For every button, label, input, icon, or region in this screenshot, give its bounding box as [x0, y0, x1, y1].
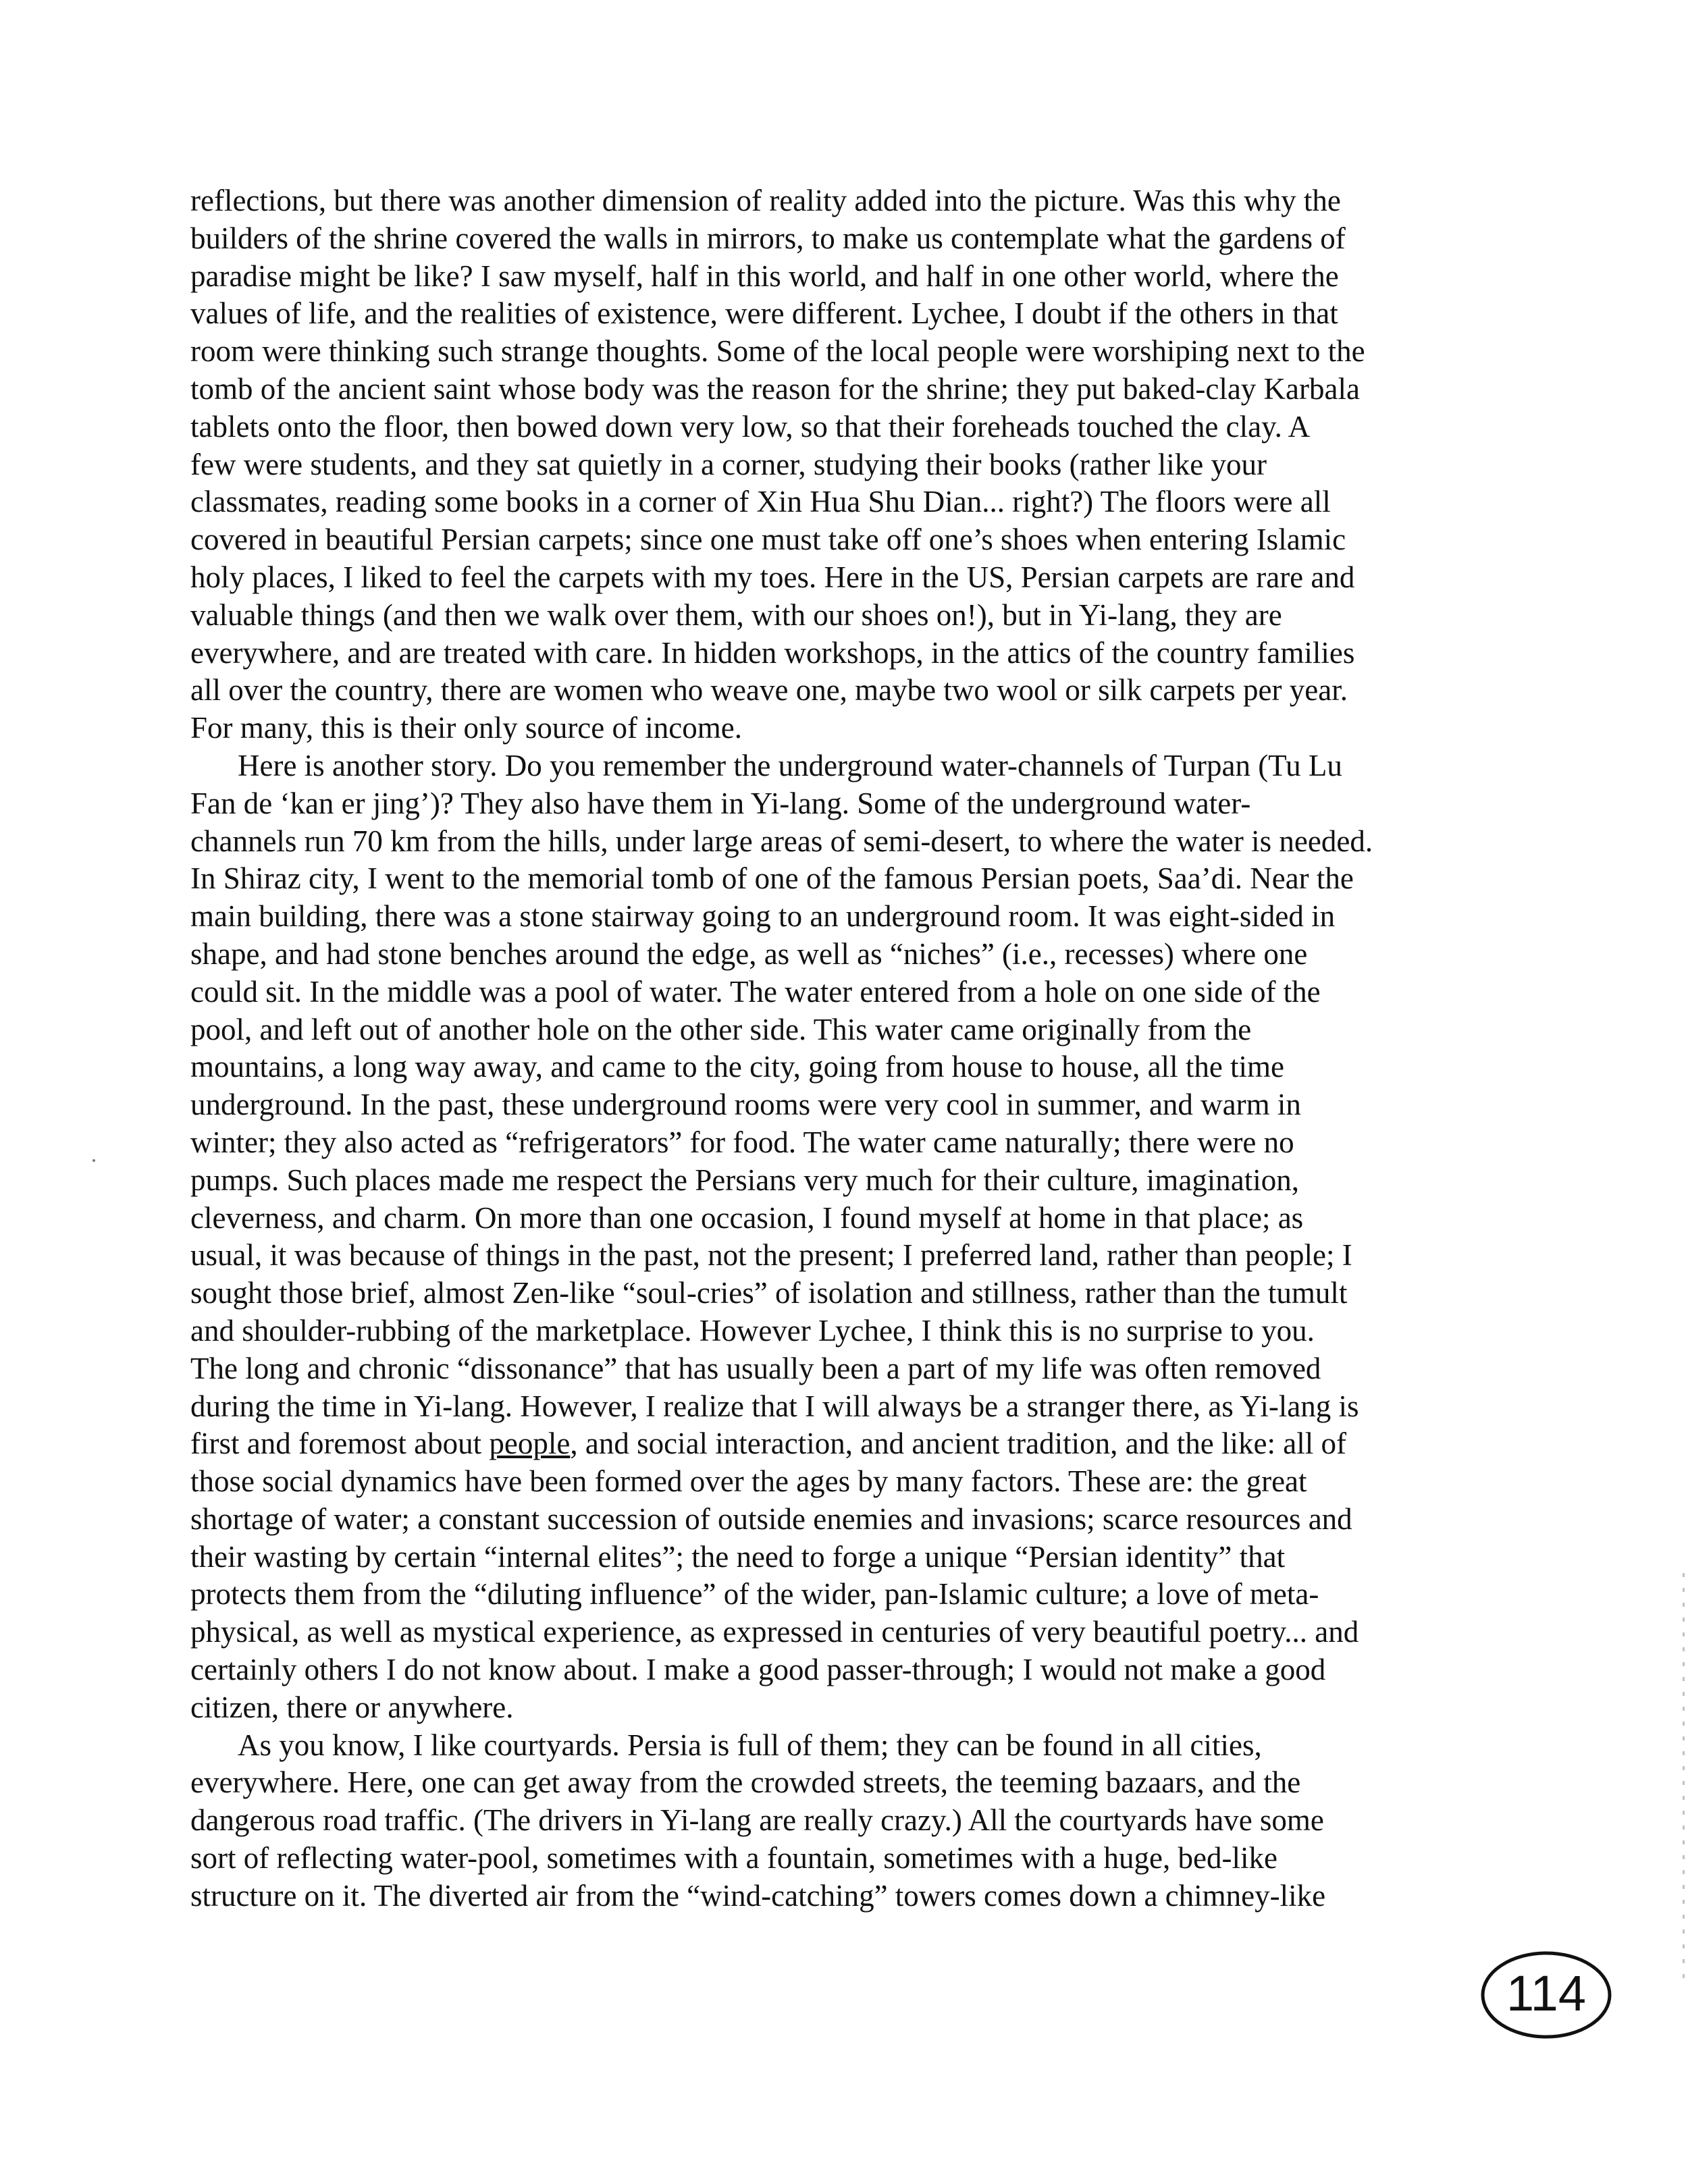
text-line: dangerous road traffic. (The drivers in Yi-lang are really crazy.) All the courtyards have some [190, 1803, 1324, 1838]
text-line: As you know, I like courtyards. Persia is full of them; they can be found in all cities, [238, 1728, 1262, 1762]
text-line: classmates, reading some books in a corner of Xin Hua Shu Dian... right?) The floors were all [190, 485, 1331, 519]
text-line: mountains, a long way away, and came to the city, going from house to house, all the time [190, 1050, 1285, 1084]
text-line: cleverness, and charm. On more than one occasion, I found myself at home in that place; as [190, 1200, 1304, 1235]
text-line: underground. In the past, these underground rooms were very cool in summer, and warm in [190, 1088, 1301, 1122]
text-line: Fan de ‘kan er jing’)? They also have them in Yi-lang. Some of the underground water- [190, 786, 1251, 820]
text-line: reflections, but there was another dimension of reality added into the picture. Was this why the [190, 184, 1341, 217]
text-line: could sit. In the middle was a pool of water. The water entered from a hole on one side of the [190, 974, 1321, 1009]
text-line: pool, and left out of another hole on the other side. This water came originally from the [190, 1012, 1252, 1046]
text-line: physical, as well as mystical experience, as expressed in centuries of very beautiful poetry... and [190, 1615, 1359, 1649]
text-line: usual, it was because of things in the past, not the present; I preferred land, rather than people; I [190, 1238, 1352, 1273]
underlined-word: people [489, 1427, 571, 1461]
text-line: For many, this is their only source of income. [190, 711, 742, 745]
text-line: room were thinking such strange thoughts. Some of the local people were worshiping next to the [190, 334, 1365, 369]
text-line: tomb of the ancient saint whose body was the reason for the shrine; they put baked-clay Karbala [190, 371, 1360, 406]
text-line: In Shiraz city, I went to the memorial tomb of one of the famous Persian poets, Saa’di. Near the [190, 861, 1354, 896]
text-line: valuable things (and then we walk over them, with our shoes on!), but in Yi-lang, they are [190, 597, 1282, 632]
text-line: everywhere, and are treated with care. In hidden workshops, in the attics of the country families [190, 635, 1355, 670]
text-line: sought those brief, almost Zen-like “soul-cries” of isolation and stillness, rather than the tumult [190, 1276, 1348, 1310]
text-segment: first and foremost about [190, 1427, 490, 1461]
body-text [190, 182, 1548, 1915]
text-line: sort of reflecting water-pool, sometimes with a fountain, sometimes with a huge, bed-like [190, 1841, 1277, 1875]
text-line: main building, there was a stone stairway going to an underground room. It was eight-sided in [190, 899, 1336, 934]
text-line: protects them from the “diluting influence” of the wider, pan-Islamic culture; a love of meta- [190, 1577, 1319, 1612]
text-line: The long and chronic “dissonance” that has usually been a part of my life was often removed [190, 1351, 1321, 1385]
text-line: Here is another story. Do you remember the underground water-channels of Turpan (Tu Lu [238, 748, 1342, 782]
text-line: paradise might be like? I saw myself, half in this world, and half in one other world, where the [190, 259, 1339, 293]
text-line: certainly others I do not know about. I make a good passer-through; I would not make a good [190, 1653, 1326, 1687]
text-line: covered in beautiful Persian carpets; since one must take off one’s shoes when entering Islamic [190, 523, 1346, 557]
text-line: channels run 70 km from the hills, under large areas of semi-desert, to where the water is needed. [190, 824, 1373, 858]
text-line: all over the country, there are women who weave one, maybe two wool or silk carpets per year. [190, 673, 1348, 708]
text-line: citizen, there or anywhere. [190, 1690, 514, 1724]
text-line: few were students, and they sat quietly in a corner, studying their books (rather like your [190, 447, 1267, 481]
text-line: pumps. Such places made me respect the Persians very much for their culture, imagination, [190, 1163, 1300, 1197]
page-number-text: 114 [1506, 1965, 1586, 2021]
handwritten-page-number [1479, 1944, 1614, 2046]
text-line: structure on it. The diverted air from the “wind-catching” towers comes down a chimney-like [190, 1878, 1326, 1913]
text-line: everywhere. Here, one can get away from the crowded streets, the teeming bazaars, and the [190, 1765, 1301, 1800]
text-line: their wasting by certain “internal elites”; the need to forge a unique “Persian identity” that [190, 1539, 1286, 1574]
text-line: winter; they also acted as “refrigerators” for food. The water came naturally; there were no [190, 1125, 1294, 1159]
text-line: during the time in Yi-lang. However, I realize that I will always be a stranger there, as Yi-lang is [190, 1389, 1359, 1423]
text-line: tablets onto the floor, then bowed down very low, so that their foreheads touched the clay. A [190, 409, 1311, 444]
text-segment: , and social interaction, and ancient tradition, and the like: all of [570, 1427, 1346, 1461]
scan-speck [93, 1159, 95, 1162]
text-line: shape, and had stone benches around the edge, as well as “niches” (i.e., recesses) where one [190, 936, 1308, 971]
text-line: builders of the shrine covered the walls in mirrors, to make us contemplate what the gardens of [190, 221, 1346, 255]
text-line [190, 1425, 1548, 1463]
text-line: and shoulder-rubbing of the marketplace. However Lychee, I think this is no surprise to you. [190, 1313, 1315, 1348]
text-line: values of life, and the realities of existence, were different. Lychee, I doubt if the others in that [190, 296, 1338, 331]
text-line: holy places, I liked to feel the carpets with my toes. Here in the US, Persian carpets are rare and [190, 560, 1355, 594]
text-line: shortage of water; a constant succession of outside enemies and invasions; scarce resources and [190, 1501, 1352, 1536]
text-line: those social dynamics have been formed over the ages by many factors. These are: the great [190, 1464, 1307, 1499]
scan-edge-marks [1683, 1573, 1685, 1978]
